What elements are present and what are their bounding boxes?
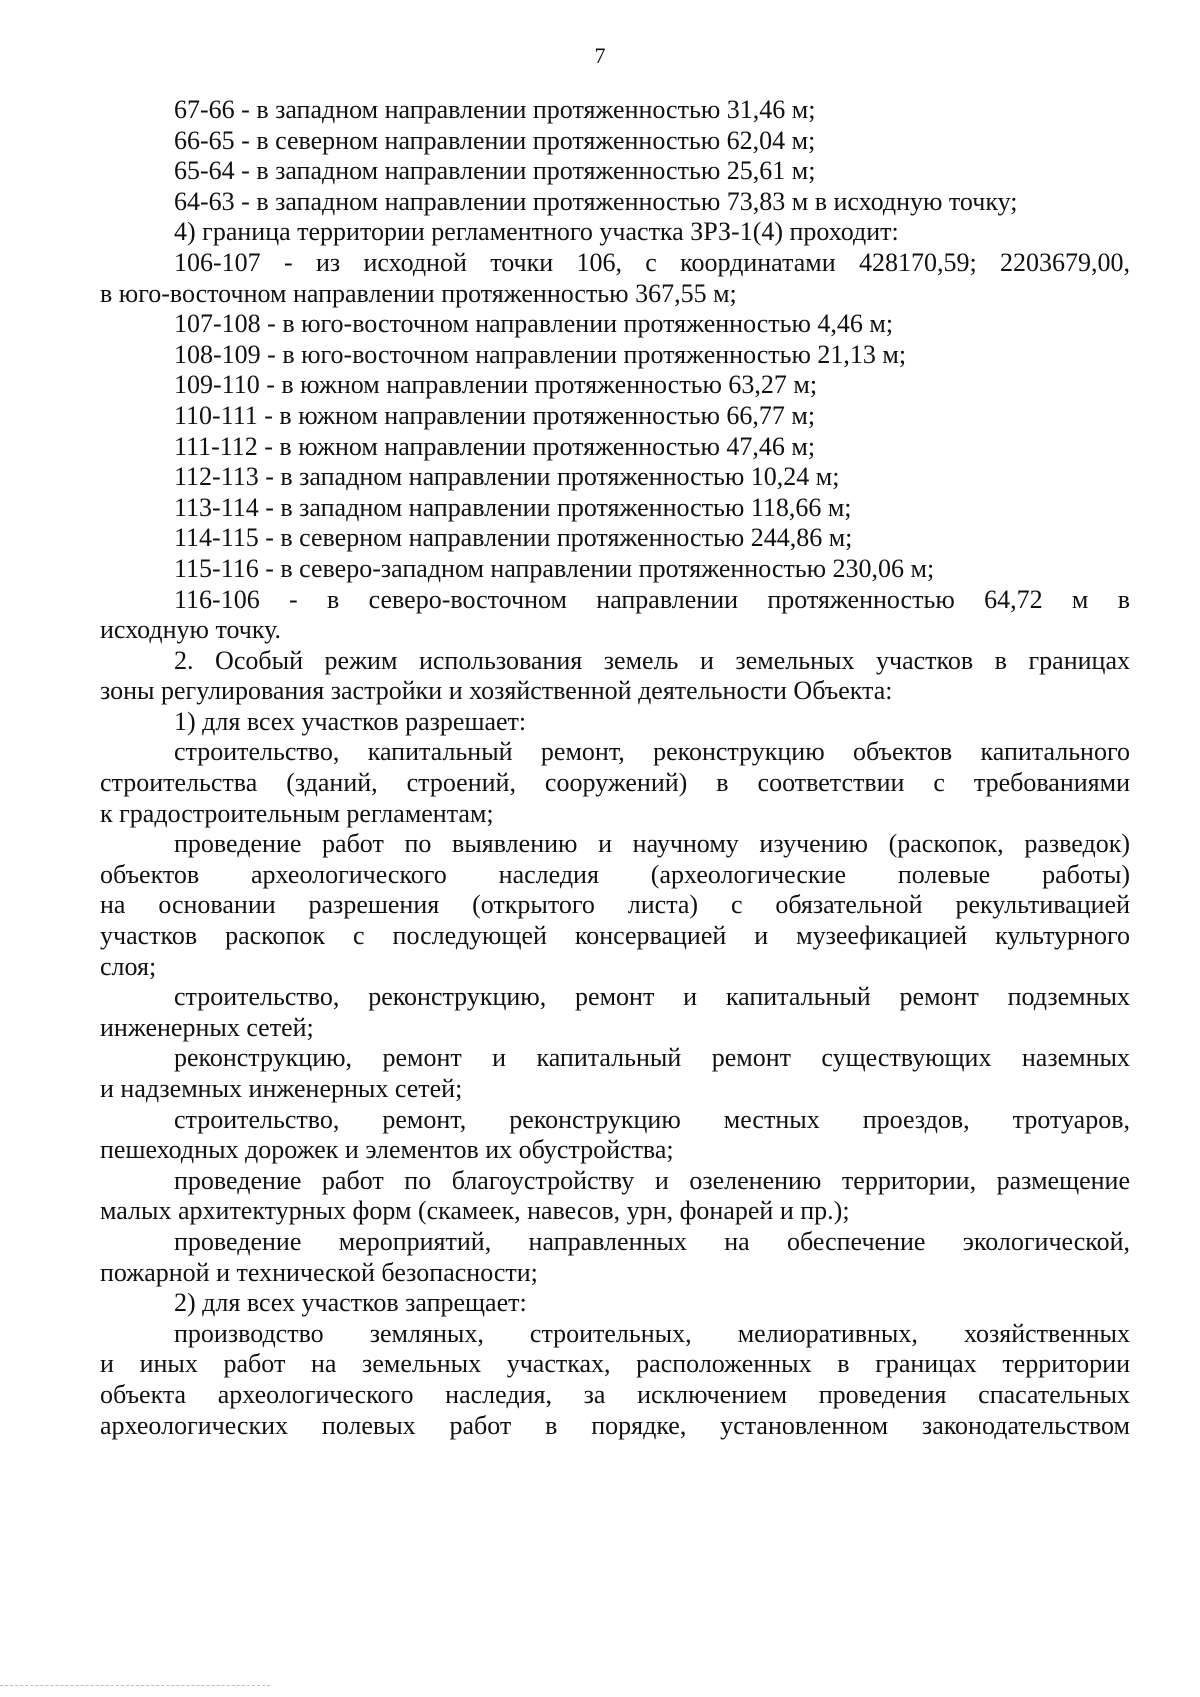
text-line: пешеходных дорожек и элементов их обустройства;	[100, 1135, 674, 1165]
text-line: строительство, ремонт, реконструкцию местных проездов, тротуаров,	[174, 1104, 1130, 1134]
text-line: 112-113 - в западном направлении протяженностью 10,24 м;	[174, 462, 840, 492]
text-line: участков раскопок с последующей консервацией и музеефикацией культурного	[100, 921, 1130, 951]
text-line: производство земляных, строительных, мелиоративных, хозяйственных	[174, 1318, 1130, 1348]
text-line: 66-65 - в северном направлении протяженностью 62,04 м;	[174, 125, 816, 155]
text-line: 67-66 - в западном направлении протяженностью 31,46 м;	[174, 95, 816, 124]
text-line: реконструкцию, ремонт и капитальный ремонт существующих наземных	[174, 1043, 1130, 1073]
text-line: 110-111 - в южном направлении протяженностью 66,77 м;	[174, 400, 816, 430]
page-number: 7	[594, 43, 606, 68]
text-line: 114-115 - в северном направлении протяженностью 244,86 м;	[174, 523, 853, 553]
text-line: 111-112 - в южном направлении протяженностью 47,46 м;	[174, 431, 816, 461]
text-line: зоны регулирования застройки и хозяйственной деятельности Объекта:	[100, 676, 893, 706]
text-line: 1) для всех участков разрешает:	[174, 706, 527, 736]
text-line: на основании разрешения (открытого листа) с обязательной рекультивацией	[100, 890, 1130, 920]
text-line: 106-107 - из исходной точки 106, с координатами 428170,59; 2203679,00,	[174, 247, 1130, 277]
text-line: 116-106 - в северо-восточном направлении протяженностью 64,72 м в	[174, 584, 1130, 614]
text-line: проведение работ по благоустройству и озеленению территории, размещение	[174, 1165, 1130, 1195]
text-line: исходную точку.	[100, 615, 282, 645]
text-line: 2) для всех участков запрещает:	[174, 1288, 527, 1318]
text-line: строительства (зданий, строений, сооружений) в соответствии с требованиями	[100, 768, 1130, 798]
text-line: 113-114 - в западном направлении протяженностью 118,66 м;	[174, 492, 852, 522]
text-line: объекта археологического наследия, за исключением проведения спасательных	[100, 1379, 1130, 1409]
text-line: строительство, реконструкцию, ремонт и капитальный ремонт подземных	[174, 982, 1130, 1012]
text-line: 65-64 - в западном направлении протяженностью 25,61 м;	[174, 156, 816, 186]
text-line: 4) граница территории регламентного участка ЗРЗ-1(4) проходит:	[174, 217, 899, 247]
text-line: 115-116 - в северо-западном направлении протяженностью 230,06 м;	[174, 553, 935, 583]
text-line: малых архитектурных форм (скамеек, навесов, урн, фонарей и пр.);	[100, 1196, 850, 1226]
text-line: пожарной и технической безопасности;	[100, 1257, 538, 1287]
text-line: инженерных сетей;	[100, 1012, 314, 1042]
text-line: 108-109 - в юго-восточном направлении протяженностью 21,13 м;	[174, 339, 907, 369]
text-line: строительство, капитальный ремонт, реконструкцию объектов капитального	[174, 737, 1130, 767]
document-body	[100, 95, 1130, 1441]
text-line: 107-108 - в юго-восточном направлении протяженностью 4,46 м;	[174, 309, 894, 339]
text-line: 2. Особый режим использования земель и земельных участков в границах	[174, 645, 1130, 675]
scan-edge-line	[0, 1685, 270, 1687]
text-line: слоя;	[100, 951, 157, 981]
text-line: и надземных инженерных сетей;	[100, 1074, 463, 1103]
text-line: объектов археологического наследия (археологические полевые работы)	[100, 859, 1130, 889]
text-line: 109-110 - в южном направлении протяженностью 63,27 м;	[174, 370, 818, 400]
text-line: археологических полевых работ в порядке, установленном законодательством	[100, 1410, 1130, 1440]
text-line: к градостроительным регламентам;	[100, 798, 494, 828]
text-line: и иных работ на земельных участках, расположенных в границах территории	[100, 1349, 1130, 1379]
text-line: проведение мероприятий, направленных на обеспечение экологической,	[174, 1226, 1130, 1256]
text-line: проведение работ по выявлению и научному изучению (раскопок, разведок)	[174, 829, 1130, 859]
text-line: 64-63 - в западном направлении протяженностью 73,83 м в исходную точку;	[174, 186, 1018, 216]
text-line: в юго-восточном направлении протяженностью 367,55 м;	[100, 278, 737, 308]
